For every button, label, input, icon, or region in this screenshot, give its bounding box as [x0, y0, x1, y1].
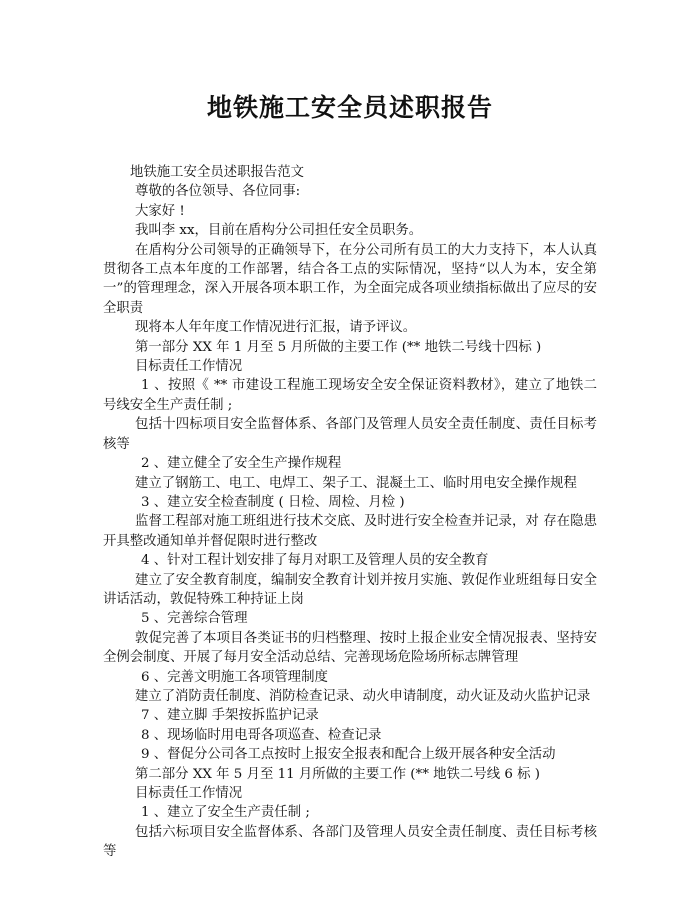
paragraph: 4 、针对工程计划安排了每月对职工及管理人员的安全教育: [141, 553, 489, 569]
paragraph: 敦促完善了本项目各类证书的归档整理、按时上报企业安全情况报表、坚持安全例会制度、开展了每月安全活动总结、完善现场危险场所标志牌管理: [103, 630, 597, 666]
paragraph: 现将本人年年度工作情况进行汇报，请予评议。: [135, 320, 417, 336]
paragraph: 7 、建立脚 手架按拆监护记录: [141, 708, 319, 724]
paragraph: 地铁施工安全员述职报告范文: [130, 165, 305, 180]
page-title: 地铁施工安全员述职报告: [206, 93, 493, 122]
paragraph: 1 、按照《 ** 市建设工程施工现场安全安全保证资料教材》，建立了地铁二号线安全生产责任制 ;: [103, 378, 597, 413]
paragraph: 监督工程部对施工班组进行技术交底、及时进行安全检查并记录，对 存在隐患开具整改通知单并督促限时进行整改: [103, 514, 597, 549]
paragraph: 大家好 !: [135, 203, 185, 219]
paragraph: 3 、建立安全检查制度 ( 日检、周检、月检 ): [141, 494, 405, 510]
paragraph: 包括十四标项目安全监督体系、各部门及管理人员安全责任制度、责任目标考核等: [103, 417, 597, 452]
paragraph: 8 、现场临时用电哥各项巡查、检查记录: [141, 727, 382, 743]
paragraph: 在盾构分公司领导的正确领导下，在分公司所有员工的大力支持下，本人认真贯彻各工点本年度的工作部署，结合各工点的实际情况，坚持“以人为本，安全第一”的管理理念，深入开展各项本职工作，为全面完成各项业绩指标做出了应尽的安全职责: [103, 242, 597, 316]
paragraph: 6 、完善文明施工各项管理制度: [141, 669, 328, 685]
paragraph: 我叫李 xx，目前在盾构分公司担任安全员职务。: [135, 223, 423, 239]
paragraph: 尊敬的各位领导、各位同事:: [135, 184, 301, 200]
paragraph: 第二部分 XX 年 5 月至 11 月所做的主要工作 (** 地铁二号线 6 标 ): [135, 766, 541, 782]
paragraph: 9 、督促分公司各工点按时上报安全报表和配合上级开展各种安全活动: [141, 747, 556, 763]
paragraph: 目标责任工作情况: [135, 786, 243, 801]
paragraph: 2 、建立健全了安全生产操作规程: [141, 456, 342, 472]
paragraph: 5 、完善综合管理: [141, 611, 248, 627]
paragraph: 建立了安全教育制度，编制安全教育计划并按月实施、敦促作业班组每日安全讲话活动，敦促特殊工种持证上岗: [103, 572, 597, 607]
paragraph: 目标责任工作情况: [135, 359, 243, 375]
paragraph: 第一部分 XX 年 1 月至 5 月所做的主要工作 (** 地铁二号线十四标 ): [135, 339, 542, 355]
paragraph: 包括六标项目安全监督体系、各部门及管理人员安全责任制度、责任目标考核等: [103, 824, 597, 860]
document-body: [103, 163, 597, 862]
paragraph: 建立了消防责任制度、消防检查记录、动火申请制度，动火证及动火监护记录: [135, 688, 591, 704]
paragraph: 建立了钢筋工、电工、电焊工、架子工、混凝土工、临时用电安全操作规程: [135, 475, 577, 491]
paragraph: 1 、建立了安全生产责任制 ;: [141, 805, 310, 821]
